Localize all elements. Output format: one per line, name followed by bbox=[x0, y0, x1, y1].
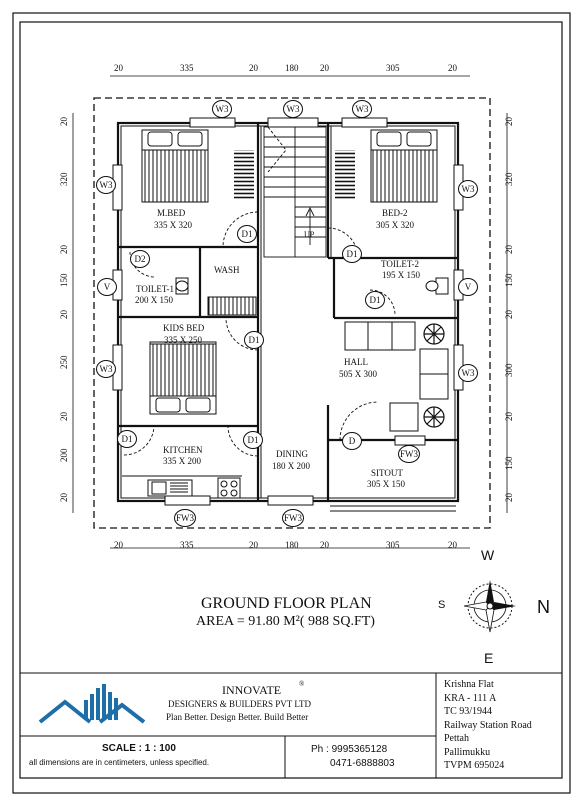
compass-n: N bbox=[537, 597, 550, 617]
dim-bottom-1: 335 bbox=[180, 540, 194, 550]
dim-right-7: 150 bbox=[504, 456, 514, 470]
bed-bed2 bbox=[371, 130, 437, 202]
dim-right-3: 150 bbox=[504, 273, 514, 287]
wash-counter bbox=[208, 297, 256, 315]
wardrobe-mbed bbox=[234, 150, 254, 200]
tag-d1-8: D1 bbox=[342, 245, 362, 263]
dim-right-2: 20 bbox=[504, 245, 514, 254]
tag-d1-13: D1 bbox=[243, 431, 263, 449]
compass-e: E bbox=[484, 650, 494, 666]
tag-d-14: D bbox=[342, 432, 362, 450]
tag-d1-7: D1 bbox=[237, 225, 257, 243]
dim-left-4: 20 bbox=[59, 310, 69, 319]
dim-left-8: 20 bbox=[59, 493, 69, 502]
dim-right-4: 20 bbox=[504, 310, 514, 319]
room-dining-size: 180 X 200 bbox=[272, 461, 310, 471]
room-bed2-size: 305 X 320 bbox=[376, 220, 414, 230]
plan-title: GROUND FLOOR PLAN bbox=[201, 595, 372, 612]
address-line-0: Krishna Flat bbox=[444, 679, 494, 690]
dim-left-0: 20 bbox=[59, 117, 69, 126]
dim-bottom-0: 20 bbox=[114, 540, 123, 550]
room-toilet1-name: TOILET-1 bbox=[136, 284, 174, 294]
stair-up-label: UP bbox=[304, 230, 315, 239]
address-line-2: TC 93/1944 bbox=[444, 706, 493, 717]
tag-d1-12: D1 bbox=[117, 430, 137, 448]
room-kidsbed-size: 335 X 250 bbox=[164, 335, 202, 345]
compass-rose bbox=[464, 580, 516, 632]
room-hall-name: HALL bbox=[344, 357, 368, 367]
plan-area: AREA = 91.80 M²( 988 SQ.FT) bbox=[196, 614, 375, 629]
dim-top-4: 20 bbox=[320, 63, 329, 73]
dim-top-3: 180 bbox=[285, 63, 299, 73]
company-logo bbox=[40, 684, 144, 722]
tag-w3-4: W3 bbox=[458, 180, 478, 198]
room-toilet1-size: 200 X 150 bbox=[135, 295, 173, 305]
room-mbed-size: 335 X 320 bbox=[154, 220, 192, 230]
kitchen-counter bbox=[122, 476, 242, 498]
room-toilet2-name: TOILET-2 bbox=[381, 259, 419, 269]
tag-fw3-17: FW3 bbox=[174, 509, 196, 527]
dimension-note: all dimensions are in centimeters, unless specified. bbox=[29, 758, 210, 767]
tag-w3-6: W3 bbox=[458, 364, 478, 382]
tag-w3-3: W3 bbox=[96, 176, 116, 194]
company-tagline: Plan Better. Design Better. Build Better bbox=[166, 712, 309, 722]
outer-border bbox=[13, 13, 570, 793]
wardrobe-bed2 bbox=[335, 150, 355, 200]
dim-bottom-4: 20 bbox=[320, 540, 329, 550]
phone-1: Ph : 9995365128 bbox=[311, 744, 388, 755]
tag-w3-1: W3 bbox=[283, 100, 303, 118]
address-line-6: TVPM 695024 bbox=[444, 760, 505, 771]
address-line-3: Railway Station Road bbox=[444, 719, 532, 731]
dim-right-8: 20 bbox=[504, 493, 514, 502]
dim-left-5: 250 bbox=[59, 355, 69, 369]
dim-bottom-5: 305 bbox=[386, 540, 400, 550]
dim-top-2: 20 bbox=[249, 63, 258, 73]
dim-bottom-2: 20 bbox=[249, 540, 258, 550]
tag-d1-10: D1 bbox=[365, 291, 385, 309]
room-sitout-name: SITOUT bbox=[371, 468, 403, 478]
dim-bottom-3: 180 bbox=[285, 540, 299, 550]
room-mbed-name: M.BED bbox=[157, 208, 186, 218]
room-kitchen-size: 335 X 200 bbox=[163, 456, 201, 466]
scale-label: SCALE : 1 : 100 bbox=[102, 743, 176, 754]
tag-w3-5: W3 bbox=[96, 360, 116, 378]
dim-top-5: 305 bbox=[386, 63, 400, 73]
room-kidsbed-name: KIDS BED bbox=[163, 323, 205, 333]
tag-d1-11: D1 bbox=[244, 331, 264, 349]
phone-2: 0471-6888803 bbox=[330, 758, 395, 769]
company-subtitle: DESIGNERS & BUILDERS PVT LTD bbox=[168, 699, 312, 709]
inner-border bbox=[20, 22, 562, 778]
dim-right-1: 320 bbox=[504, 172, 514, 186]
tag-v-16: V bbox=[458, 278, 478, 296]
dim-left-6: 20 bbox=[59, 412, 69, 421]
tag-fw3-19: FW3 bbox=[398, 445, 420, 463]
bed-kids bbox=[150, 342, 216, 414]
toilet-fixtures bbox=[176, 278, 448, 294]
dim-left-3: 150 bbox=[59, 273, 69, 287]
tag-w3-2: W3 bbox=[352, 100, 372, 118]
dim-right-0: 20 bbox=[504, 117, 514, 126]
dim-left-1: 320 bbox=[59, 172, 69, 186]
dim-bottom-6: 20 bbox=[448, 540, 457, 550]
address-line-1: KRA - 111 A bbox=[444, 692, 497, 704]
room-hall-size: 505 X 300 bbox=[339, 369, 377, 379]
room-toilet2-size: 195 X 150 bbox=[382, 270, 420, 280]
dim-right-5: 300 bbox=[504, 363, 514, 377]
compass-s: S bbox=[438, 599, 446, 611]
company-registered-mark: ® bbox=[299, 680, 305, 688]
tag-fw3-18: FW3 bbox=[282, 509, 304, 527]
dim-left-2: 20 bbox=[59, 245, 69, 254]
tag-v-15: V bbox=[97, 278, 117, 296]
dim-left-7: 200 bbox=[59, 448, 69, 462]
bed-mbed bbox=[142, 130, 208, 202]
staircase bbox=[264, 127, 326, 257]
room-wash-name: WASH bbox=[214, 265, 240, 275]
room-sitout-size: 305 X 150 bbox=[367, 479, 405, 489]
tag-w3-0: W3 bbox=[212, 100, 232, 118]
room-bed2-name: BED-2 bbox=[382, 208, 408, 218]
sitout-steps bbox=[330, 506, 456, 511]
compass-w: W bbox=[481, 547, 495, 563]
dim-top-0: 20 bbox=[114, 63, 123, 73]
room-kitchen-name: KITCHEN bbox=[163, 445, 203, 455]
address-line-4: Pettah bbox=[444, 733, 469, 744]
company-name: INNOVATE bbox=[222, 683, 282, 697]
address-line-5: Pallimukku bbox=[444, 746, 491, 758]
dim-right-6: 20 bbox=[504, 412, 514, 421]
room-dining-name: DINING bbox=[276, 449, 308, 459]
dim-top-6: 20 bbox=[448, 63, 457, 73]
dim-top-1: 335 bbox=[180, 63, 194, 73]
tag-d2-9: D2 bbox=[130, 250, 150, 268]
